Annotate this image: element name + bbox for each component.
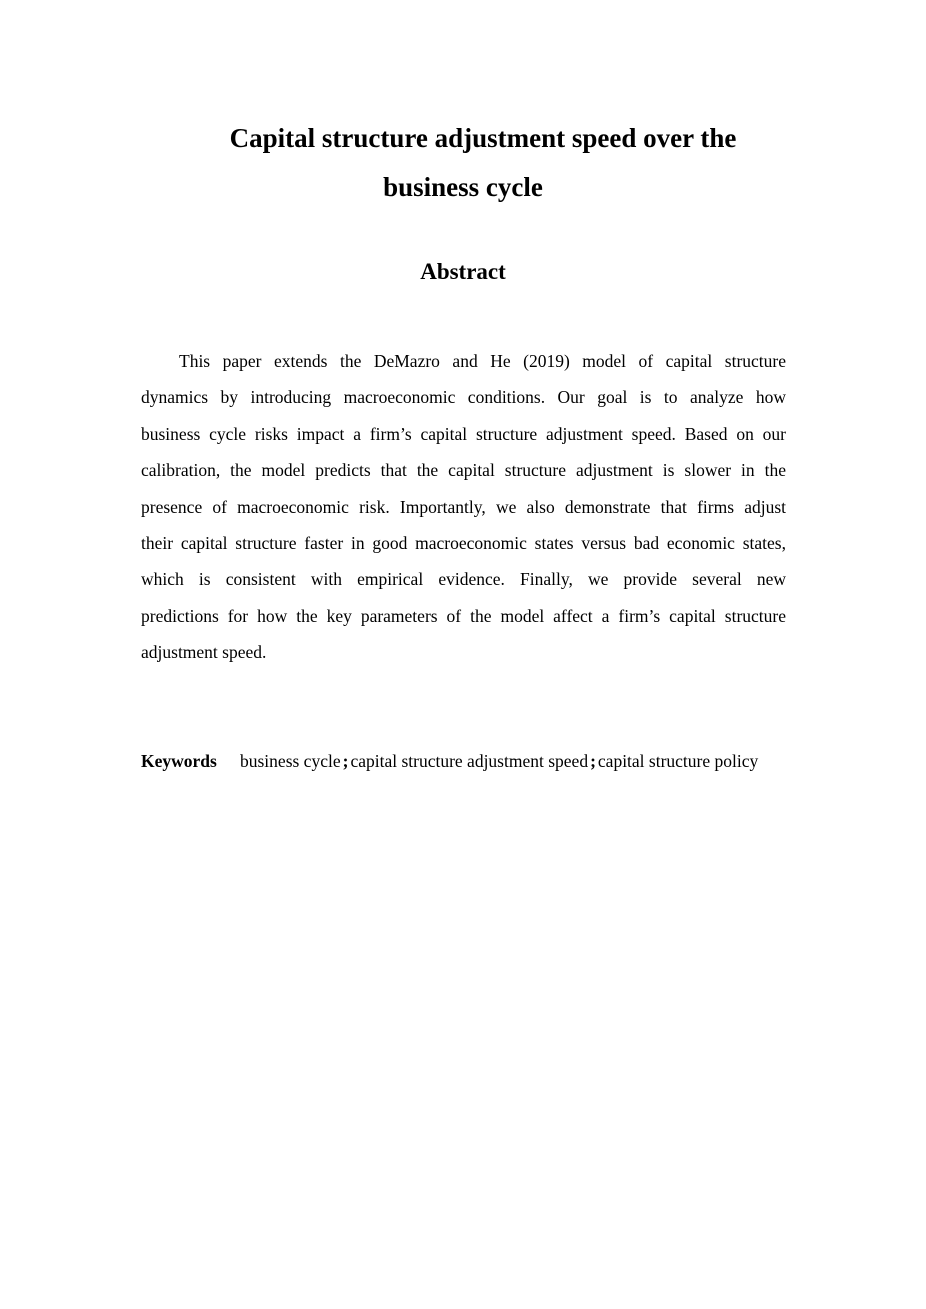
- keyword: business cycle: [240, 751, 341, 771]
- abstract-line: calibration, the model predicts that the capital structure adjustment is slower in the: [141, 460, 786, 481]
- abstract-line: which is consistent with empirical evidence. Finally, we provide several new: [141, 569, 786, 590]
- abstract-body: [141, 343, 786, 671]
- keyword: capital structure adjustment speed: [350, 751, 589, 771]
- abstract-line: business cycle risks impact a firm’s capital structure adjustment speed. Based on our: [141, 423, 786, 444]
- abstract-line: adjustment speed.: [141, 642, 267, 663]
- paper-title-line-1: Capital structure adjustment speed over the: [229, 123, 737, 153]
- paper-title-line-2: business cycle: [383, 172, 543, 202]
- abstract-line: predictions for how the key parameters of the model affect a firm’s capital structure: [141, 605, 786, 626]
- abstract-line: presence of macroeconomic risk. Importantly, we also demonstrate that firms adjust: [141, 496, 786, 517]
- abstract-heading: Abstract: [420, 259, 506, 284]
- keywords-section: [141, 749, 786, 773]
- abstract-line: their capital structure faster in good macroeconomic states versus bad economic states,: [141, 532, 786, 553]
- keyword-separator: ;: [590, 751, 596, 771]
- keyword: capital structure policy: [597, 751, 759, 771]
- keyword-separator: ;: [342, 751, 349, 771]
- abstract-line: This paper extends the DeMazro and He (2019) model of capital structure: [179, 351, 786, 371]
- abstract-line: dynamics by introducing macroeconomic conditions. Our goal is to analyze how: [141, 387, 786, 408]
- keywords-label: Keywords: [141, 751, 217, 771]
